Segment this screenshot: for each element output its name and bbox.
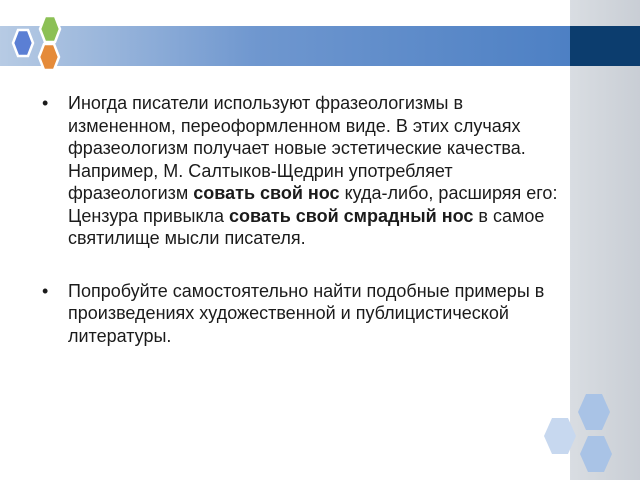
bullet-item [42,280,570,348]
bullet-marker: • [42,280,49,301]
green-hexagon-icon [40,16,60,42]
orange-hexagon-icon [39,44,59,70]
bullet-text: в самое святилище мысли писателя. [68,205,545,248]
bullet-marker: • [42,93,49,113]
title-bar-accent [570,26,640,66]
hexagon-decoration-icon [530,388,630,480]
phraseologism-highlight: совать свой смрадный нос [229,205,474,226]
blue-hexagon-icon [13,30,33,56]
slide-content [42,92,570,377]
bullet-item [42,92,570,250]
hexagon-logo-icon [0,0,80,80]
bullet-text: куда-либо, расширяя его: Цензура привыкла [68,183,558,226]
bullet-text: Иногда писатели используют фразеологизмы в измененном, переоформленном виде. В этих случаях фразеологизм получает новые эстетические качества. Например, М. Салтыков-Щедрин употребляет фразеологизм [68,93,526,203]
phraseologism-highlight: совать свой нос [193,183,340,203]
title-bar [0,26,570,66]
bullet-text: Попробуйте самостоятельно найти подобные примеры в произведениях художественной и публицистической литературы. [68,280,545,346]
